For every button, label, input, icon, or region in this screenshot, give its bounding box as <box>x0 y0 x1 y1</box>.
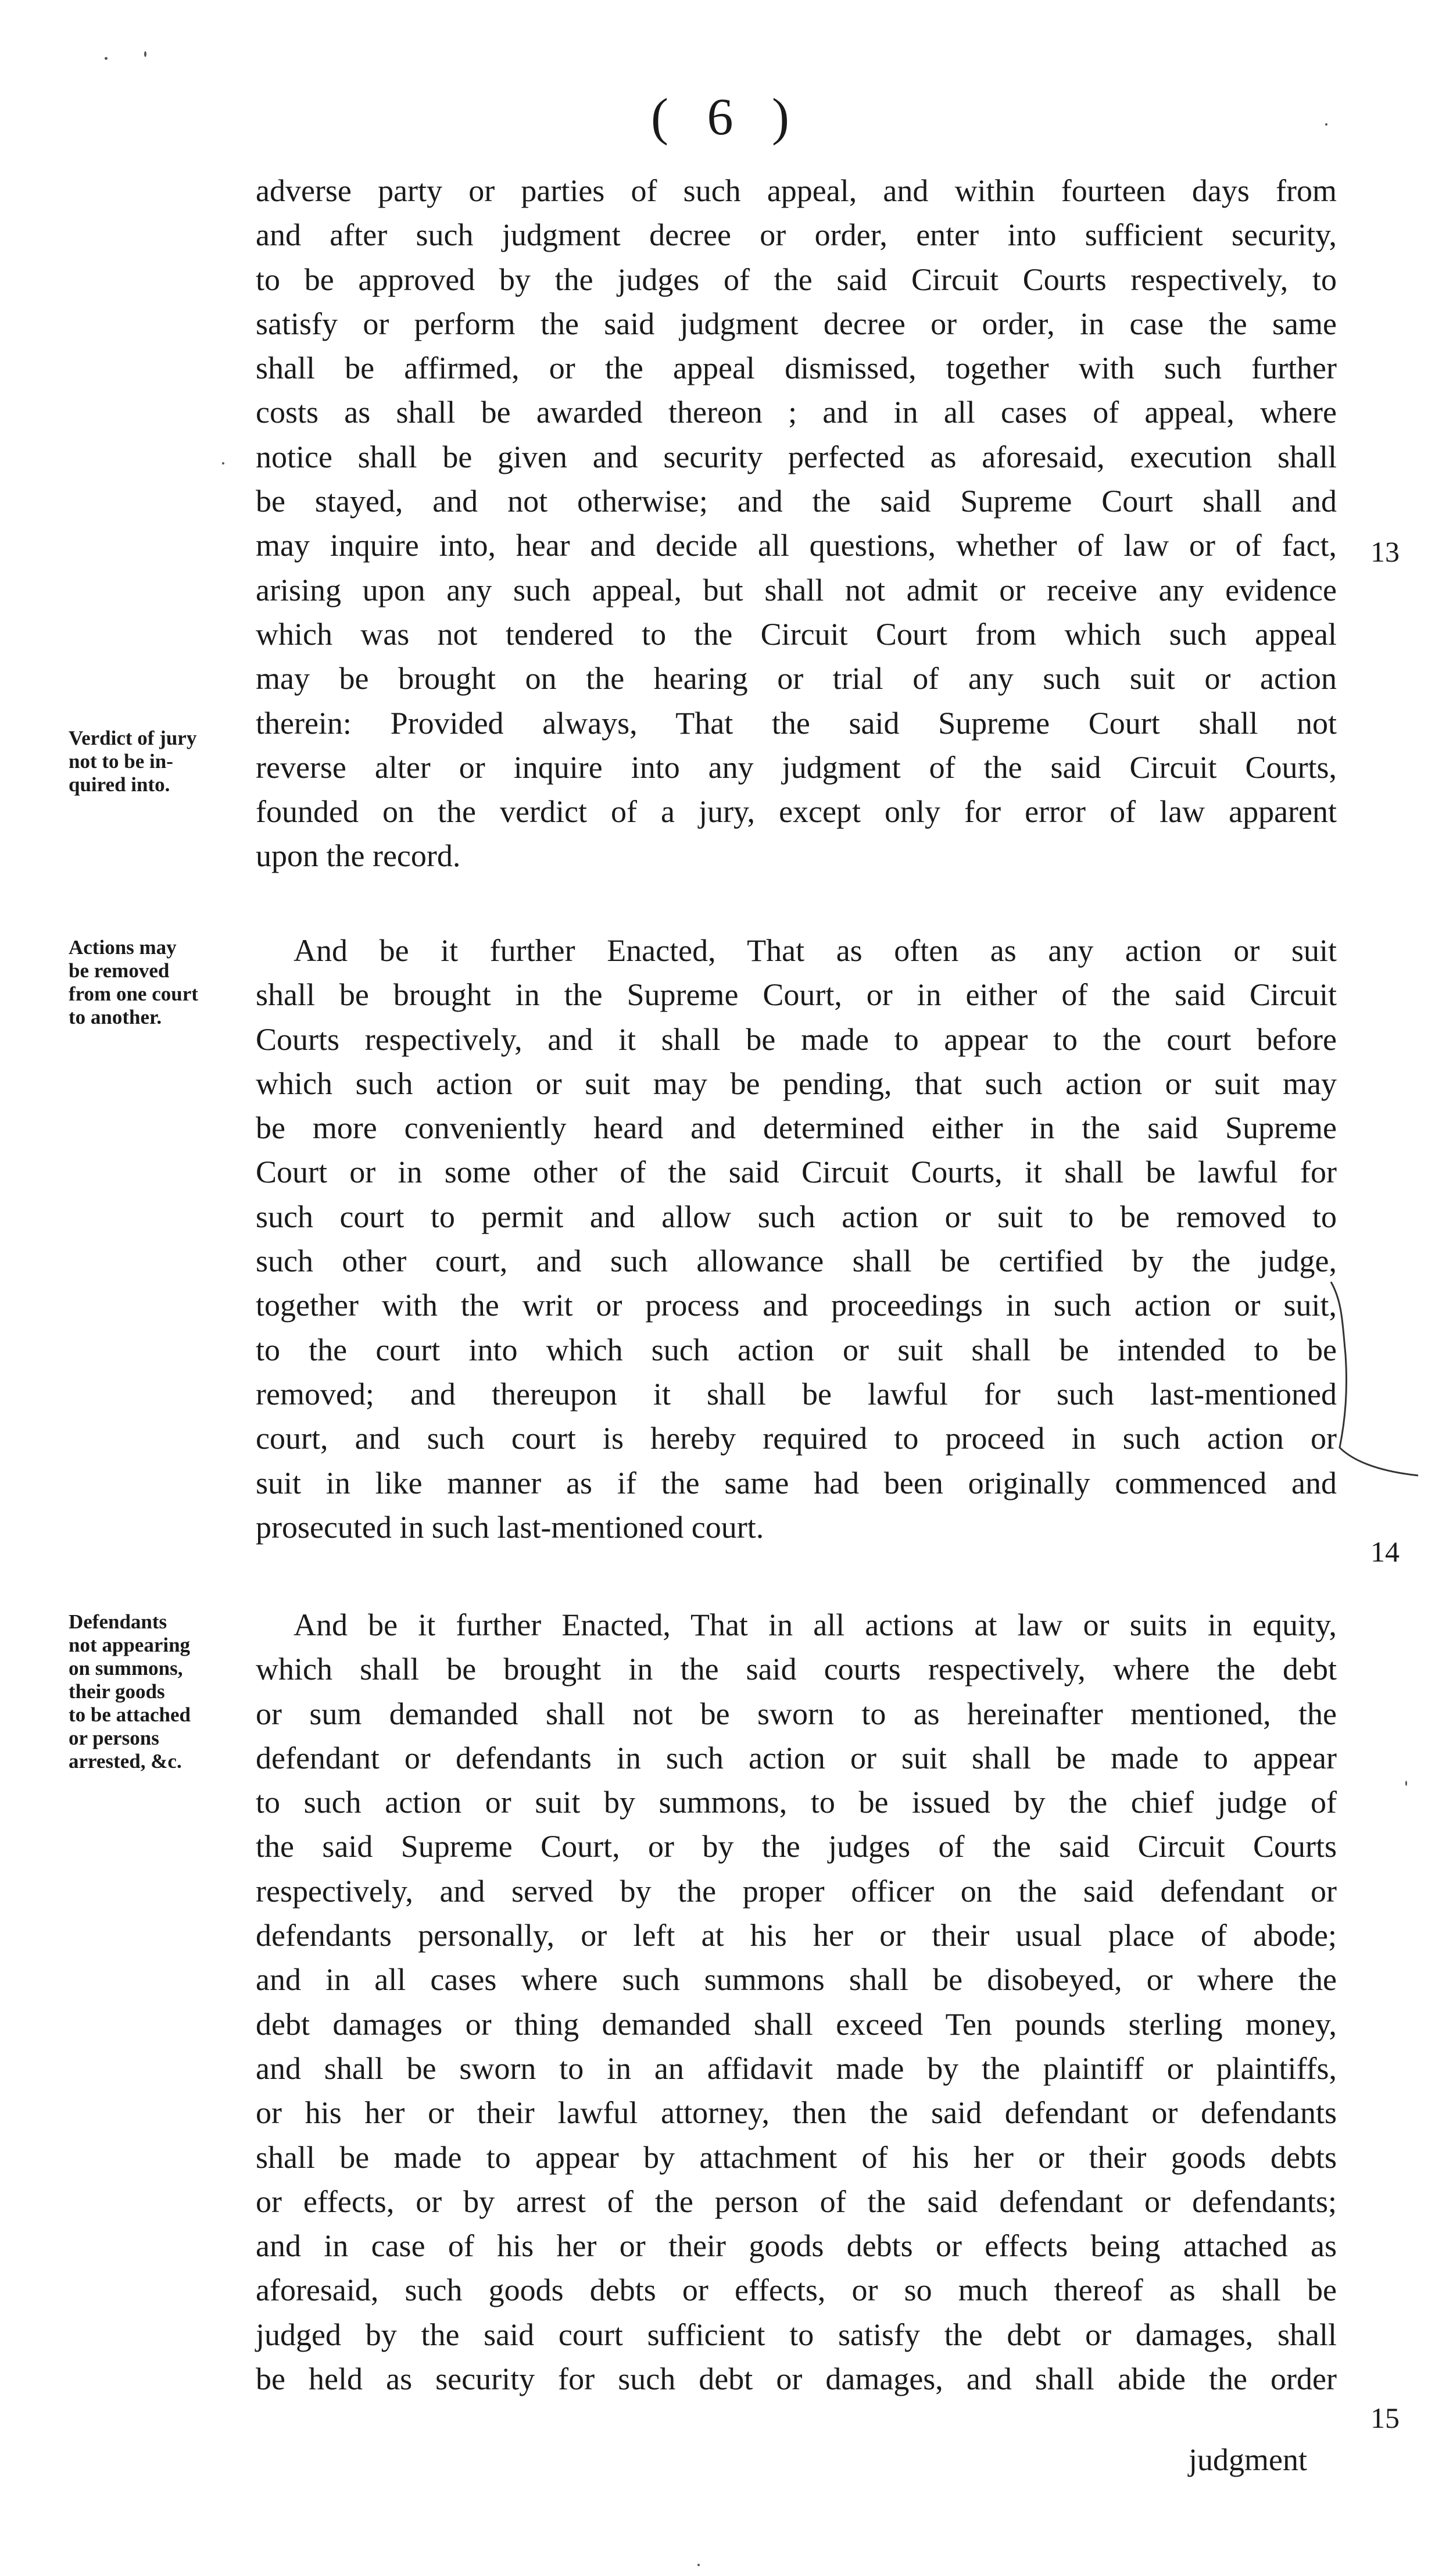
text-line: removed; and thereupon it shall be lawful for such last-mentioned <box>256 1376 1337 1412</box>
section-number: 15 <box>1370 2402 1400 2434</box>
text-line: and in all cases where such summons shall be disobeyed, or where the <box>256 1962 1337 1998</box>
text-line: and shall be sworn to in an affidavit made by the plaintiff or plaintiffs, <box>256 2050 1337 2086</box>
marginal-note-line: quired into. <box>69 773 170 796</box>
text-line: judged by the said court sufficient to satisfy the debt or damages, shall <box>256 2317 1337 2352</box>
text-line: the said Supreme Court, or by the judges of the said Circuit Courts <box>256 1829 1337 1864</box>
text-line: and in case of his her or their goods debts or effects being attached as <box>256 2228 1337 2264</box>
text-line: shall be brought in the Supreme Court, or in either of the said Circuit <box>256 977 1337 1013</box>
text-line: shall be made to appear by attachment of his her or their goods debts <box>256 2139 1337 2175</box>
text-line: Court or in some other of the said Circuit Courts, it shall be lawful for <box>256 1155 1337 1190</box>
text-line: adverse party or parties of such appeal, and within fourteen days from <box>256 173 1337 208</box>
text-line: aforesaid, such goods debts or effects, or so much thereof as shall be <box>256 2273 1337 2308</box>
text-line: together with the writ or process and proceedings in such action or suit, <box>256 1288 1337 1323</box>
page-number: ( 6 ) <box>651 88 802 146</box>
text-line: or sum demanded shall not be sworn to as hereinafter mentioned, the <box>256 1696 1337 1731</box>
text-line: defendants personally, or left at his her or their usual place of abode; <box>256 1918 1337 1953</box>
marginal-note-line: arrested, &c. <box>69 1750 182 1773</box>
text-line: or effects, or by arrest of the person of the said defendant or defendants; <box>256 2184 1337 2219</box>
text-line: defendant or defendants in such action or suit shall be made to appear <box>256 1740 1337 1775</box>
text-line: And be it further Enacted, That as often as any action or suit <box>294 933 1337 968</box>
marginal-note-line: be removed <box>69 959 170 982</box>
text-section <box>256 928 1337 1549</box>
speck-mark <box>1405 1781 1407 1786</box>
text-line: arising upon any such appeal, but shall not admit or receive any evidence <box>256 572 1337 608</box>
text-line: or his her or their lawful attorney, then the said defendant or defendants <box>256 2095 1337 2131</box>
marginal-note-line: not appearing <box>69 1634 191 1656</box>
text-line: reverse alter or inquire into any judgment of the said Circuit Courts, <box>256 749 1337 785</box>
text-line: may be brought on the hearing or trial of any such suit or action <box>256 661 1337 696</box>
marginal-note <box>69 727 246 796</box>
text-line: which was not tendered to the Circuit Court from which such appeal <box>256 616 1337 652</box>
text-line: Courts respectively, and it shall be made to appear to the court before <box>256 1021 1337 1057</box>
text-line: be more conveniently heard and determined either in the said Supreme <box>256 1110 1337 1146</box>
text-section <box>256 169 1337 878</box>
text-line: And be it further Enacted, That in all actions at law or suits in equity, <box>294 1607 1337 1642</box>
marginal-note <box>69 936 246 1029</box>
marginal-note-line: Verdict of jury <box>69 727 197 749</box>
text-line: respectively, and served by the proper officer on the said defendant or <box>256 1873 1337 1909</box>
section-number: 14 <box>1370 1535 1400 1568</box>
speck-mark <box>144 51 146 57</box>
text-section <box>256 1603 1337 2401</box>
marginal-note-line: Actions may <box>69 936 177 959</box>
marginal-note-line: not to be in- <box>69 750 173 773</box>
marginal-note-line: or persons <box>69 1727 159 1749</box>
catchword: judgment <box>1189 2442 1307 2477</box>
text-line: which shall be brought in the said courts respectively, where the debt <box>256 1652 1337 1687</box>
text-line: shall be affirmed, or the appeal dismissed, together with such further <box>256 351 1337 386</box>
text-line: to the court into which such action or suit shall be intended to be <box>256 1332 1337 1367</box>
text-line: suit in like manner as if the same had been originally commenced and <box>256 1465 1337 1500</box>
text-line: which such action or suit may be pending, that such action or suit may <box>256 1066 1337 1101</box>
text-line: such court to permit and allow such action or suit to be removed to <box>256 1199 1337 1234</box>
text-line: such other court, and such allowance shall be certified by the judge, <box>256 1244 1337 1279</box>
text-line: upon the record. <box>256 838 461 874</box>
text-line: to such action or suit by summons, to be issued by the chief judge of <box>256 1785 1337 1820</box>
text-line: to be approved by the judges of the said Circuit Courts respectively, to <box>256 262 1337 297</box>
speck-mark <box>222 462 224 465</box>
marginal-note-line: from one court <box>69 982 198 1005</box>
handwritten-bracket-mark <box>1328 1279 1421 1477</box>
speck-mark <box>1325 123 1327 126</box>
text-line: satisfy or perform the said judgment decree or order, in case the same <box>256 306 1337 341</box>
text-line: be held as security for such debt or damages, and shall abide the order <box>256 2361 1337 2397</box>
text-line: notice shall be given and security perfected as aforesaid, execution shall <box>256 439 1337 474</box>
text-line: costs as shall be awarded thereon ; and in all cases of appeal, where <box>256 395 1337 430</box>
text-line: may inquire into, hear and decide all questions, whether of law or of fact, <box>256 528 1337 563</box>
section-number: 13 <box>1370 535 1400 568</box>
marginal-note-line: Defendants <box>69 1610 167 1633</box>
text-line: therein: Provided always, That the said Supreme Court shall not <box>256 705 1337 741</box>
speck-mark <box>697 2564 700 2566</box>
text-line: debt damages or thing demanded shall exceed Ten pounds sterling money, <box>256 2006 1337 2042</box>
marginal-note-line: to another. <box>69 1006 162 1028</box>
speck-mark <box>105 57 108 60</box>
marginal-note-line: to be attached <box>69 1703 191 1726</box>
text-line: founded on the verdict of a jury, except only for error of law apparent <box>256 794 1337 830</box>
marginal-note-line: on summons, <box>69 1657 183 1680</box>
marginal-note-line: their goods <box>69 1680 165 1703</box>
text-line: court, and such court is hereby required to proceed in such action or <box>256 1421 1337 1456</box>
text-line: be stayed, and not otherwise; and the said Supreme Court shall and <box>256 484 1337 519</box>
text-line: prosecuted in such last-mentioned court. <box>256 1509 764 1545</box>
marginal-note <box>69 1610 246 1773</box>
text-line: and after such judgment decree or order, enter into sufficient security, <box>256 217 1337 253</box>
